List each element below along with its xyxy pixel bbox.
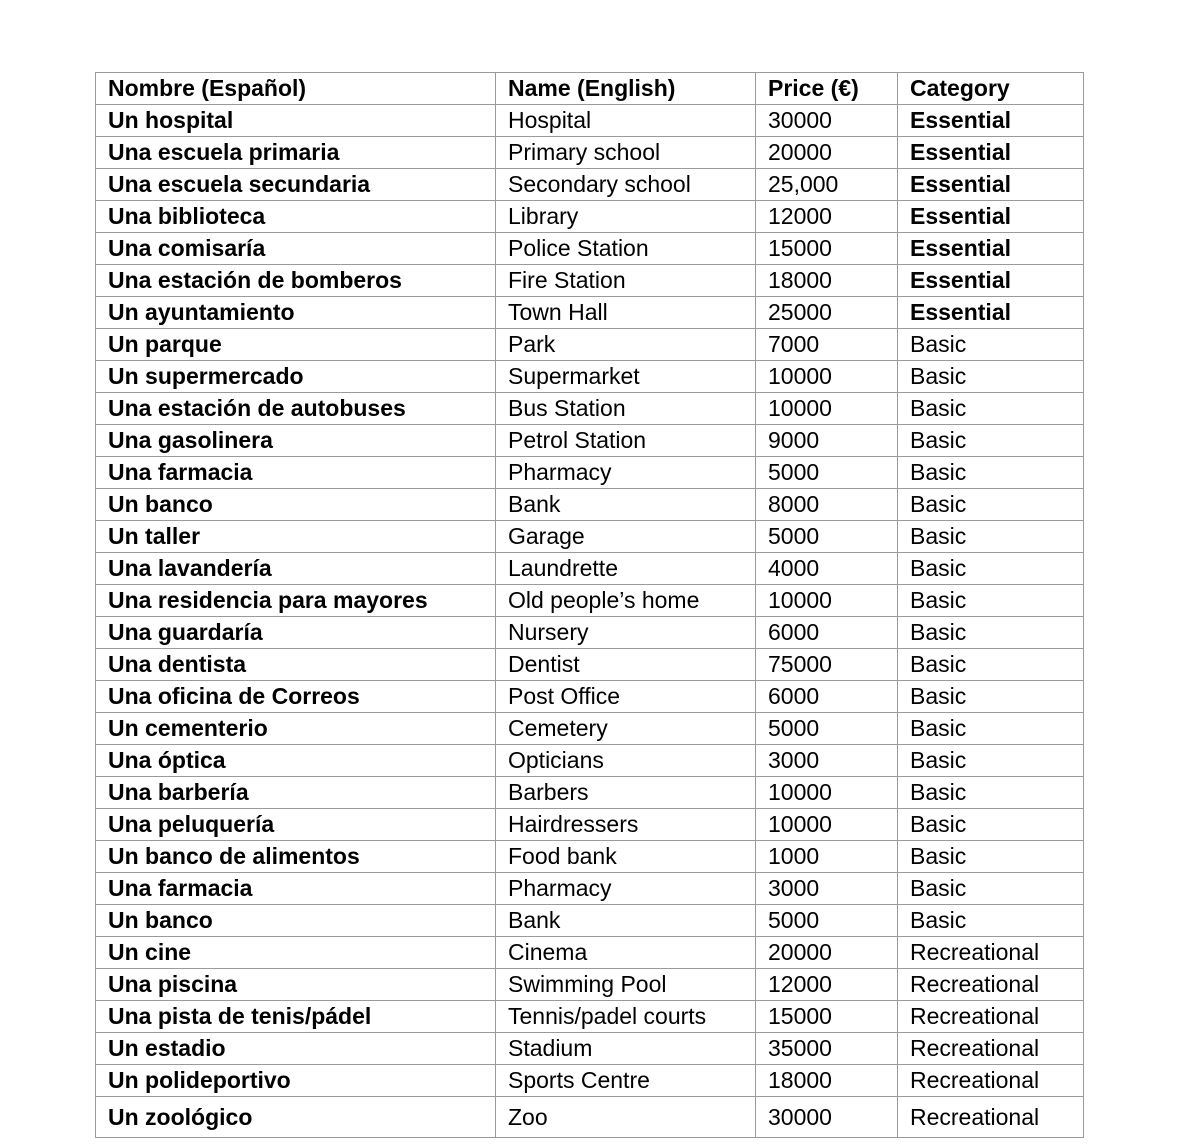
cell-spanish-name: Una lavandería bbox=[96, 553, 496, 585]
cell-english-name: Garage bbox=[496, 521, 756, 553]
cell-price: 10000 bbox=[756, 585, 898, 617]
cell-english-name: Barbers bbox=[496, 777, 756, 809]
cell-spanish-name: Una estación de bomberos bbox=[96, 265, 496, 297]
cell-category: Recreational bbox=[898, 1065, 1084, 1097]
cell-english-name: Sports Centre bbox=[496, 1065, 756, 1097]
cell-price: 75000 bbox=[756, 649, 898, 681]
table-row bbox=[96, 489, 1084, 521]
table-row bbox=[96, 905, 1084, 937]
cell-english-name: Swimming Pool bbox=[496, 969, 756, 1001]
cell-category: Essential bbox=[898, 297, 1084, 329]
cell-english-name: Police Station bbox=[496, 233, 756, 265]
cell-english-name: Zoo bbox=[496, 1097, 756, 1138]
cell-english-name: Hospital bbox=[496, 105, 756, 137]
cell-spanish-name: Una piscina bbox=[96, 969, 496, 1001]
cell-spanish-name: Un zoológico bbox=[96, 1097, 496, 1138]
cell-category: Basic bbox=[898, 905, 1084, 937]
cell-spanish-name: Un taller bbox=[96, 521, 496, 553]
table-row bbox=[96, 329, 1084, 361]
cell-price: 10000 bbox=[756, 393, 898, 425]
cell-spanish-name: Un supermercado bbox=[96, 361, 496, 393]
cell-price: 10000 bbox=[756, 809, 898, 841]
cell-price: 8000 bbox=[756, 489, 898, 521]
cell-price: 3000 bbox=[756, 873, 898, 905]
cell-english-name: Bank bbox=[496, 905, 756, 937]
cell-price: 12000 bbox=[756, 969, 898, 1001]
cell-spanish-name: Una oficina de Correos bbox=[96, 681, 496, 713]
cell-spanish-name: Una pista de tenis/pádel bbox=[96, 1001, 496, 1033]
cell-category: Basic bbox=[898, 393, 1084, 425]
table-row bbox=[96, 1033, 1084, 1065]
cell-price: 18000 bbox=[756, 1065, 898, 1097]
table-row bbox=[96, 297, 1084, 329]
cell-category: Recreational bbox=[898, 969, 1084, 1001]
cell-english-name: Hairdressers bbox=[496, 809, 756, 841]
cell-category: Recreational bbox=[898, 937, 1084, 969]
header-price: Price (€) bbox=[756, 73, 898, 105]
cell-english-name: Cinema bbox=[496, 937, 756, 969]
cell-category: Essential bbox=[898, 105, 1084, 137]
cell-english-name: Park bbox=[496, 329, 756, 361]
cell-spanish-name: Una barbería bbox=[96, 777, 496, 809]
cell-price: 30000 bbox=[756, 1097, 898, 1138]
cell-price: 20000 bbox=[756, 937, 898, 969]
cell-english-name: Bank bbox=[496, 489, 756, 521]
cell-category: Essential bbox=[898, 137, 1084, 169]
cell-price: 10000 bbox=[756, 361, 898, 393]
cell-category: Basic bbox=[898, 489, 1084, 521]
cell-category: Essential bbox=[898, 201, 1084, 233]
cell-category: Basic bbox=[898, 873, 1084, 905]
table-row bbox=[96, 233, 1084, 265]
cell-spanish-name: Un estadio bbox=[96, 1033, 496, 1065]
header-category: Category bbox=[898, 73, 1084, 105]
cell-price: 3000 bbox=[756, 745, 898, 777]
cell-spanish-name: Una óptica bbox=[96, 745, 496, 777]
table-row bbox=[96, 457, 1084, 489]
cell-price: 5000 bbox=[756, 521, 898, 553]
cell-price: 5000 bbox=[756, 713, 898, 745]
cell-spanish-name: Una gasolinera bbox=[96, 425, 496, 457]
table-row bbox=[96, 617, 1084, 649]
cell-price: 30000 bbox=[756, 105, 898, 137]
cell-category: Basic bbox=[898, 585, 1084, 617]
cell-spanish-name: Una estación de autobuses bbox=[96, 393, 496, 425]
cell-category: Basic bbox=[898, 425, 1084, 457]
document-page bbox=[95, 72, 1084, 1138]
cell-english-name: Opticians bbox=[496, 745, 756, 777]
table-row bbox=[96, 521, 1084, 553]
cell-price: 18000 bbox=[756, 265, 898, 297]
table-row bbox=[96, 105, 1084, 137]
cell-spanish-name: Una biblioteca bbox=[96, 201, 496, 233]
table-row bbox=[96, 1001, 1084, 1033]
table-row bbox=[96, 393, 1084, 425]
cell-category: Basic bbox=[898, 617, 1084, 649]
cell-english-name: Old people’s home bbox=[496, 585, 756, 617]
table-row bbox=[96, 713, 1084, 745]
cell-english-name: Petrol Station bbox=[496, 425, 756, 457]
table-row bbox=[96, 137, 1084, 169]
cell-price: 6000 bbox=[756, 617, 898, 649]
cell-english-name: Supermarket bbox=[496, 361, 756, 393]
table-row bbox=[96, 745, 1084, 777]
cell-price: 4000 bbox=[756, 553, 898, 585]
cell-category: Basic bbox=[898, 649, 1084, 681]
cell-category: Basic bbox=[898, 553, 1084, 585]
cell-category: Recreational bbox=[898, 1033, 1084, 1065]
cell-spanish-name: Una escuela primaria bbox=[96, 137, 496, 169]
cell-category: Essential bbox=[898, 265, 1084, 297]
table-row bbox=[96, 937, 1084, 969]
cell-spanish-name: Un ayuntamiento bbox=[96, 297, 496, 329]
cell-english-name: Secondary school bbox=[496, 169, 756, 201]
cell-category: Essential bbox=[898, 169, 1084, 201]
table-row bbox=[96, 1065, 1084, 1097]
cell-spanish-name: Un hospital bbox=[96, 105, 496, 137]
cell-spanish-name: Una comisaría bbox=[96, 233, 496, 265]
cell-english-name: Fire Station bbox=[496, 265, 756, 297]
cell-category: Basic bbox=[898, 713, 1084, 745]
cell-spanish-name: Una escuela secundaria bbox=[96, 169, 496, 201]
cell-category: Basic bbox=[898, 681, 1084, 713]
cell-english-name: Pharmacy bbox=[496, 873, 756, 905]
table-row bbox=[96, 361, 1084, 393]
cell-price: 15000 bbox=[756, 233, 898, 265]
cell-category: Basic bbox=[898, 457, 1084, 489]
cell-price: 5000 bbox=[756, 905, 898, 937]
table-row bbox=[96, 809, 1084, 841]
table-header bbox=[96, 73, 1084, 105]
cell-price: 7000 bbox=[756, 329, 898, 361]
cell-spanish-name: Un polideportivo bbox=[96, 1065, 496, 1097]
cell-price: 35000 bbox=[756, 1033, 898, 1065]
cell-english-name: Cemetery bbox=[496, 713, 756, 745]
cell-english-name: Pharmacy bbox=[496, 457, 756, 489]
cell-english-name: Bus Station bbox=[496, 393, 756, 425]
table-row bbox=[96, 681, 1084, 713]
cell-price: 15000 bbox=[756, 1001, 898, 1033]
cell-spanish-name: Un parque bbox=[96, 329, 496, 361]
header-spanish-name: Nombre (Español) bbox=[96, 73, 496, 105]
header-english-name: Name (English) bbox=[496, 73, 756, 105]
cell-spanish-name: Un cine bbox=[96, 937, 496, 969]
cell-english-name: Dentist bbox=[496, 649, 756, 681]
cell-spanish-name: Una residencia para mayores bbox=[96, 585, 496, 617]
cell-price: 20000 bbox=[756, 137, 898, 169]
table-row bbox=[96, 585, 1084, 617]
table-row bbox=[96, 425, 1084, 457]
cell-price: 1000 bbox=[756, 841, 898, 873]
cell-english-name: Laundrette bbox=[496, 553, 756, 585]
cell-category: Basic bbox=[898, 745, 1084, 777]
cell-price: 9000 bbox=[756, 425, 898, 457]
cell-category: Basic bbox=[898, 777, 1084, 809]
cell-price: 5000 bbox=[756, 457, 898, 489]
cell-price: 25000 bbox=[756, 297, 898, 329]
table-row bbox=[96, 841, 1084, 873]
cell-category: Recreational bbox=[898, 1097, 1084, 1138]
table-body bbox=[96, 105, 1084, 1138]
table-row bbox=[96, 201, 1084, 233]
table-row bbox=[96, 169, 1084, 201]
cell-category: Basic bbox=[898, 809, 1084, 841]
table-row bbox=[96, 265, 1084, 297]
cell-spanish-name: Un banco bbox=[96, 489, 496, 521]
cell-category: Essential bbox=[898, 233, 1084, 265]
cell-english-name: Town Hall bbox=[496, 297, 756, 329]
cell-english-name: Library bbox=[496, 201, 756, 233]
cell-price: 10000 bbox=[756, 777, 898, 809]
cell-price: 12000 bbox=[756, 201, 898, 233]
cell-spanish-name: Un banco de alimentos bbox=[96, 841, 496, 873]
cell-english-name: Food bank bbox=[496, 841, 756, 873]
table-row bbox=[96, 873, 1084, 905]
cell-category: Basic bbox=[898, 521, 1084, 553]
cell-english-name: Stadium bbox=[496, 1033, 756, 1065]
cell-spanish-name: Un banco bbox=[96, 905, 496, 937]
cell-price: 6000 bbox=[756, 681, 898, 713]
header-row bbox=[96, 73, 1084, 105]
cell-spanish-name: Una farmacia bbox=[96, 457, 496, 489]
cell-category: Basic bbox=[898, 841, 1084, 873]
cell-english-name: Nursery bbox=[496, 617, 756, 649]
cell-english-name: Tennis/padel courts bbox=[496, 1001, 756, 1033]
cell-price: 25,000 bbox=[756, 169, 898, 201]
cell-english-name: Post Office bbox=[496, 681, 756, 713]
cell-spanish-name: Una peluquería bbox=[96, 809, 496, 841]
table-row bbox=[96, 649, 1084, 681]
table-row bbox=[96, 553, 1084, 585]
cell-category: Basic bbox=[898, 361, 1084, 393]
cell-spanish-name: Una dentista bbox=[96, 649, 496, 681]
facilities-table bbox=[95, 72, 1084, 1138]
cell-spanish-name: Una farmacia bbox=[96, 873, 496, 905]
cell-spanish-name: Una guardaría bbox=[96, 617, 496, 649]
cell-spanish-name: Un cementerio bbox=[96, 713, 496, 745]
table-row bbox=[96, 777, 1084, 809]
table-row bbox=[96, 969, 1084, 1001]
cell-category: Basic bbox=[898, 329, 1084, 361]
cell-category: Recreational bbox=[898, 1001, 1084, 1033]
cell-english-name: Primary school bbox=[496, 137, 756, 169]
table-row bbox=[96, 1097, 1084, 1138]
